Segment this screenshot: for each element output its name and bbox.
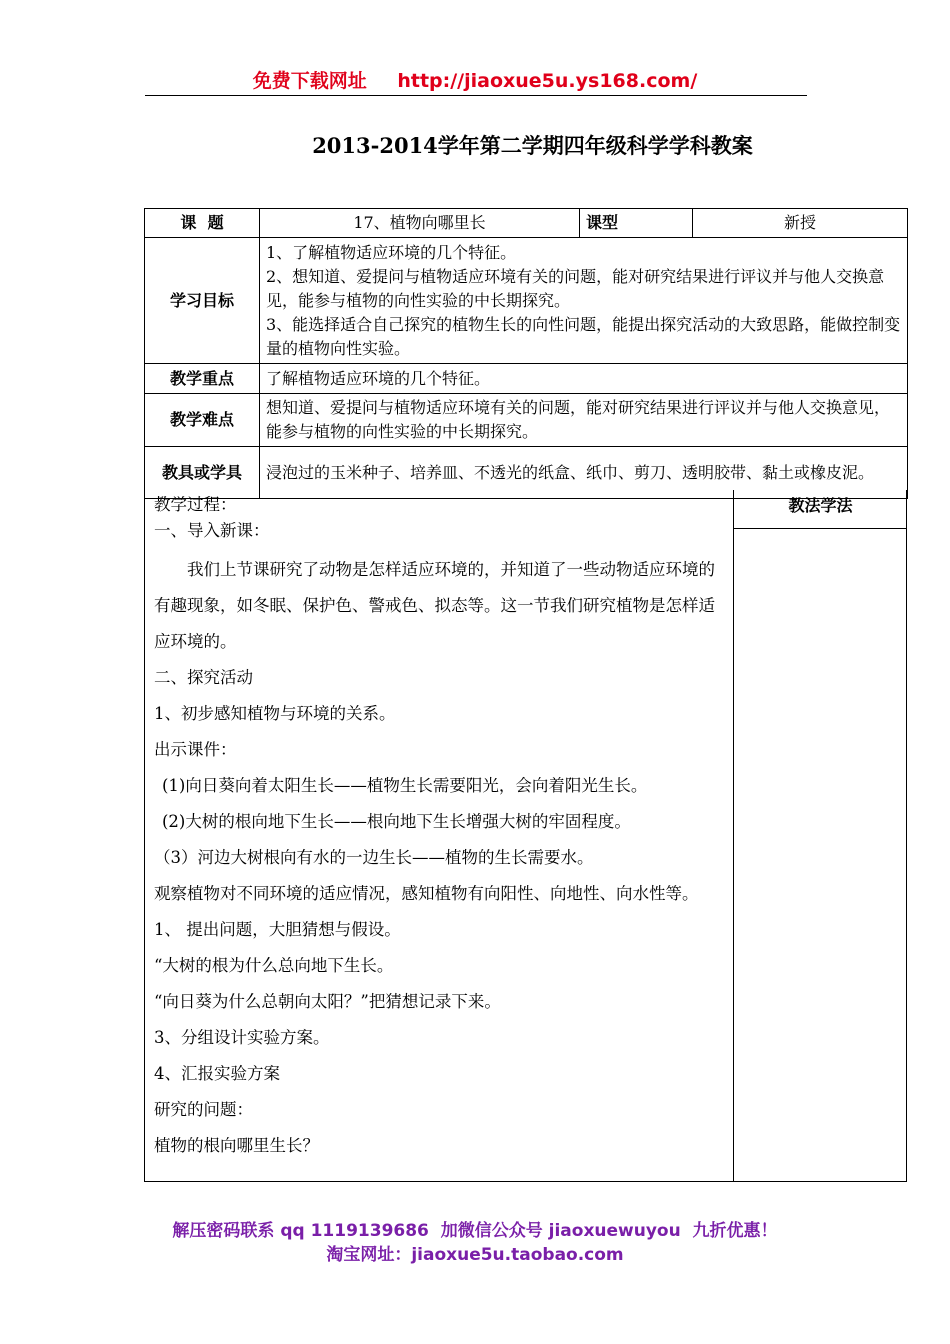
objective-item: 2、想知道、爱提问与植物适应环境有关的问题，能对研究结果进行评议并与他人交换意见，能参与植物的向性实验的中长期探究。 <box>266 266 885 310</box>
footer-promo <box>0 1219 950 1267</box>
process-line: 3、分组设计实验方案。 <box>154 1028 330 1047</box>
document-title: 2013-2014学年第二学期四年级科学学科教案 <box>312 133 753 158</box>
process-line: (1)向日葵向着太阳生长——植物生长需要阳光，会向着阳光生长。 <box>162 776 648 795</box>
topic-label: 课 题 <box>145 209 260 238</box>
process-line: (2)大树的根向地下生长——根向地下生长增强大树的牢固程度。 <box>162 812 631 831</box>
process-line: “向日葵为什么总朝向太阳？”把猜想记录下来。 <box>154 992 501 1011</box>
process-line: （3）河边大树根向有水的一边生长——植物的生长需要水。 <box>154 848 594 867</box>
process-line: 出示课件： <box>154 740 237 759</box>
process-line: 植物的根向哪里生长？ <box>154 1136 319 1155</box>
process-line: 一、导入新课： <box>154 521 270 540</box>
header-divider <box>145 95 807 96</box>
footer-contact-line: 解压密码联系 qq 1119139686 加微信公众号 jiaoxuewuyou 九折优惠！ <box>172 1221 778 1241</box>
process-paragraph: 观察植物对不同环境的适应情况，感知植物有向阳性、向地性、向水性等。 <box>154 884 699 903</box>
objective-item: 3、能选择适合自己探究的植物生长的向性问题，能提出探究活动的大致思路，能做控制变量的植物向性实验。 <box>266 314 901 358</box>
process-line: 二、探究活动 <box>154 668 253 687</box>
process-line: 教学过程： <box>154 495 237 514</box>
download-label: 免费下载网址 <box>252 70 367 92</box>
download-url-link[interactable]: http://jiaoxue5u.ys168.com/ <box>397 70 698 92</box>
footer-shop-link[interactable]: 淘宝网址：jiaoxue5u.taobao.com <box>326 1245 624 1265</box>
teaching-process-content <box>154 492 726 1164</box>
process-line: 1、初步感知植物与环境的关系。 <box>154 704 396 723</box>
process-line: “大树的根为什么总向地下生长。 <box>154 956 394 975</box>
objectives-label: 学习目标 <box>145 238 260 364</box>
download-header <box>0 66 950 93</box>
column-divider <box>733 490 734 1181</box>
tools-label: 教具或学具 <box>145 447 260 499</box>
process-paragraph: 我们上节课研究了动物是怎样适应环境的，并知道了一些动物适应环境的有趣现象，如冬眠、保护色、警戒色、拟态等。这一节我们研究植物是怎样适应环境的。 <box>154 560 715 651</box>
teaching-process-section <box>144 490 907 1182</box>
process-line: 4、汇报实验方案 <box>154 1064 280 1083</box>
topic-value: 17、植物向哪里长 <box>260 209 580 238</box>
difficulty-value: 想知道、爱提问与植物适应环境有关的问题，能对研究结果进行评议并与他人交换意见，能参与植物的向性实验的中长期探究。 <box>260 394 908 447</box>
process-line: 研究的问题： <box>154 1100 253 1119</box>
key-point-label: 教学重点 <box>145 364 260 394</box>
difficulty-label: 教学难点 <box>145 394 260 447</box>
lesson-type-value: 新授 <box>693 209 908 238</box>
teaching-method-heading: 教法学法 <box>734 490 907 529</box>
lesson-info-table <box>144 208 908 499</box>
objectives-cell <box>260 238 908 364</box>
objective-item: 1、了解植物适应环境的几个特征。 <box>266 242 517 262</box>
key-point-value: 了解植物适应环境的几个特征。 <box>260 364 908 394</box>
process-line: 1、 提出问题，大胆猜想与假设。 <box>154 920 401 939</box>
tools-value: 浸泡过的玉米种子、培养皿、不透光的纸盒、纸巾、剪刀、透明胶带、黏土或橡皮泥。 <box>260 447 908 499</box>
lesson-type-label: 课型 <box>580 209 693 238</box>
